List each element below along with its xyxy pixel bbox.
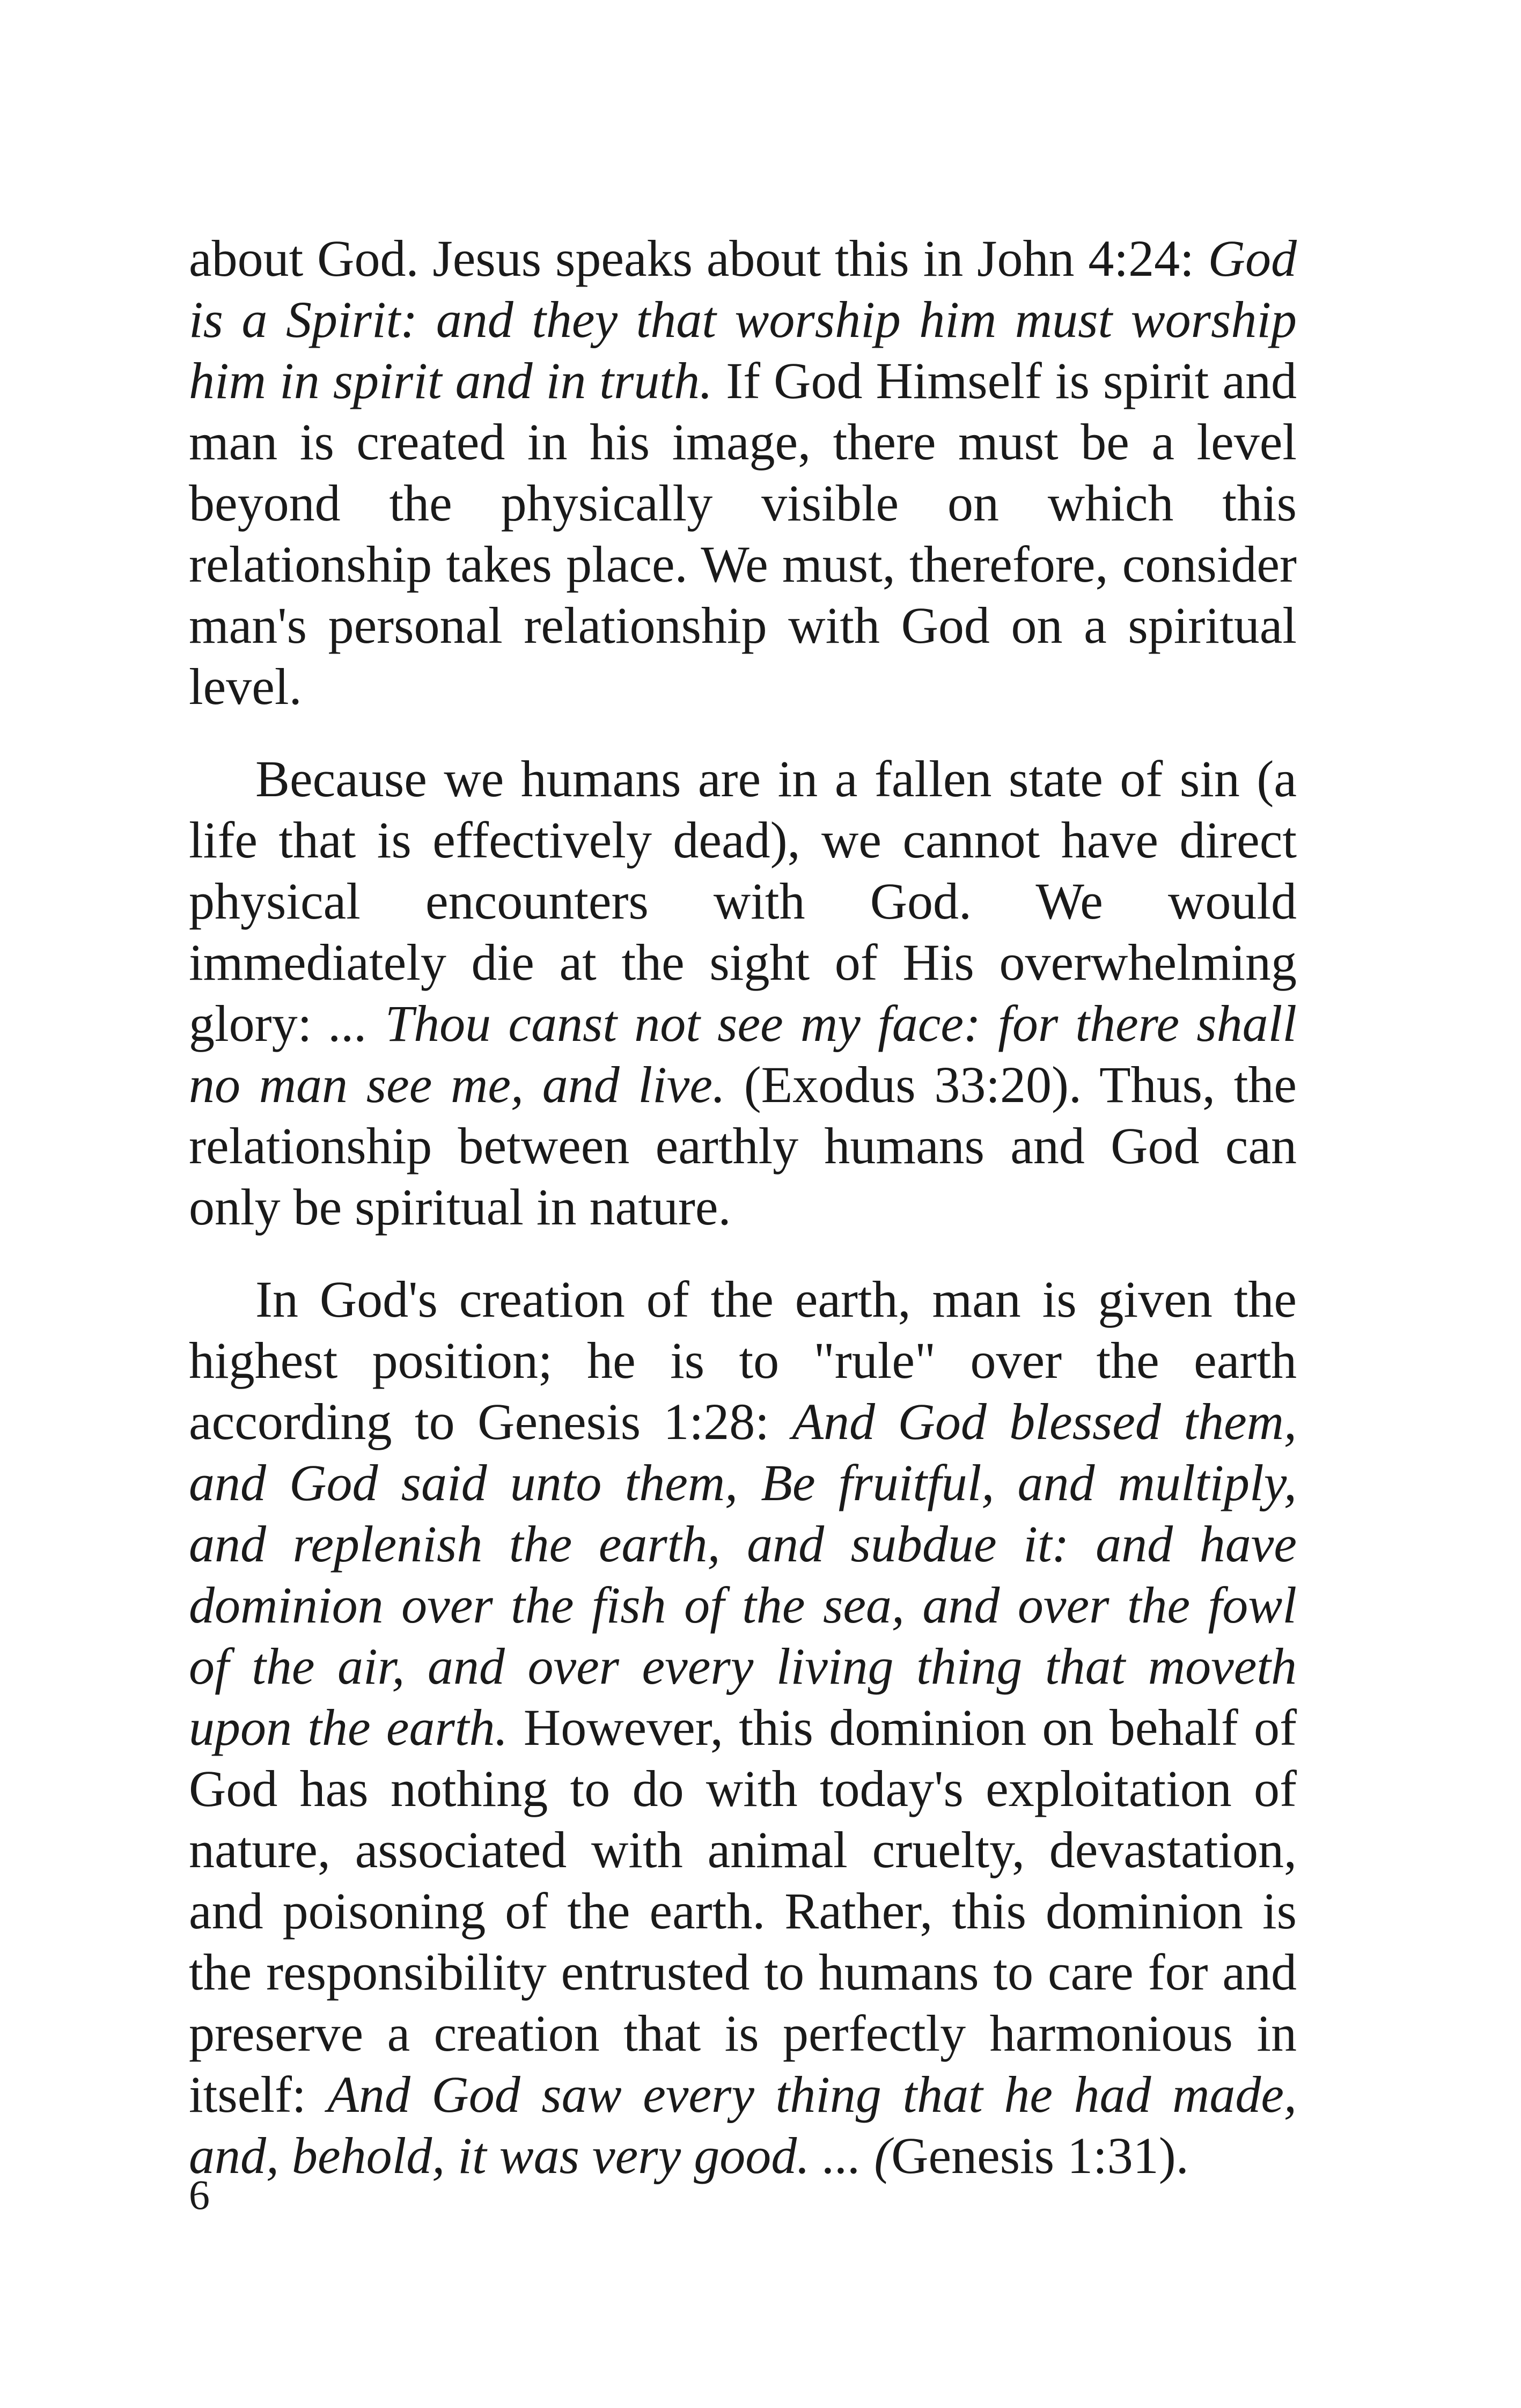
paragraph-1-run-3: If God Himself is spirit and man is created in his image, there must be a level beyond the physically visible on which this relationship takes place. We must, therefore, consider man's personal relationship with God on a spiritual level. (189, 352, 1297, 715)
paragraph-1-scripture-john: God is a Spirit: and they that worship him must worship him in spirit and in truth. (189, 230, 1297, 409)
paragraph-3 (189, 1269, 1297, 2186)
paragraph-3-scripture-genesis-1-31: And God saw every thing that he had made, and, behold, it was very good. ... ( (189, 2066, 1297, 2184)
paragraph-1-run-1: about God. Jesus speaks about this in John 4:24: (189, 230, 1208, 287)
paragraph-3-run-5: Genesis 1:31). (891, 2127, 1189, 2184)
paragraph-3-scripture-genesis-1-28: And God blessed them, and God said unto them, Be fruitful, and multiply, and replenish the earth, and subdue it: and have dominion over the fish of the sea, and over the fowl of the air, and over every living thing that moveth upon the earth. (189, 1393, 1297, 1756)
page-number: 6 (189, 2171, 210, 2218)
body-text (189, 228, 1297, 2218)
paragraph-3-run-1: In God's creation of the earth, man is given the highest position; he is to "rule" over the earth according to Genesis 1:28: (189, 1271, 1297, 1450)
paragraph-2-run-1: Because we humans are in a fallen state of sin (a life that is effectively dead), we cannot have direct physical encounters with God. We would immediately die at the sight of His overwhelming glory: (189, 750, 1297, 1052)
paragraph-2-scripture-exodus: ... Thou canst not see my face: for there shall no man see me, and live. (189, 995, 1297, 1113)
paragraph-2-run-3: (Exodus 33:20). Thus, the relationship between earthly humans and God can only be spiritual in nature. (189, 1056, 1297, 1236)
paragraph-3-run-3: However, this dominion on behalf of God has nothing to do with today's exploitation of nature, associated with animal cruelty, devastation, and poisoning of the earth. Rather, this dominion is the responsibility entrusted to humans to care for and preserve a creation that is perfectly harmonious in itself: (189, 1699, 1297, 2123)
paragraph-2 (189, 748, 1297, 1238)
paragraph-1 (189, 228, 1297, 717)
